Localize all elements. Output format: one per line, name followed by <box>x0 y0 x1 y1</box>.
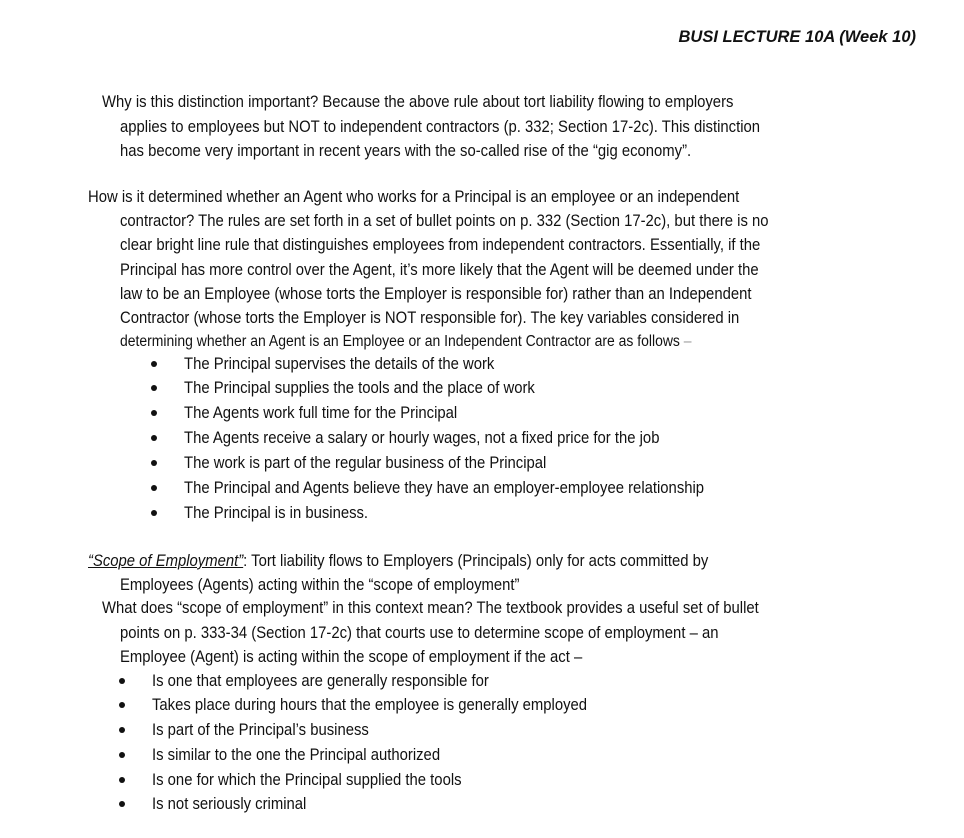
bullet-icon <box>151 410 157 416</box>
list-item: Is one for which the Principal supplied the tools <box>152 771 462 789</box>
para2-line <box>120 332 692 352</box>
list-item: The Principal supervises the details of the work <box>184 355 495 373</box>
list-item: The Principal is in business. <box>184 504 369 522</box>
list-item: The Principal supplies the tools and the place of work <box>184 379 535 397</box>
bullet-icon <box>151 460 157 466</box>
scope-heading: “Scope of Employment” <box>88 552 244 570</box>
list-item: The work is part of the regular business of the Principal <box>184 454 547 472</box>
para2-line: contractor? The rules are set forth in a set of bullet points on p. 332 (Section 17-2c), but there is no <box>120 212 769 230</box>
scope-line1-text: : Tort liability flows to Employers (Principals) only for acts committed by <box>243 552 709 570</box>
para2-line: How is it determined whether an Agent who works for a Principal is an employee or an independent <box>88 188 740 206</box>
bullet-icon <box>119 678 125 684</box>
scope-question-line: What does “scope of employment” in this context mean? The textbook provides a useful set of bullet <box>102 599 759 617</box>
para2-line: Contractor (whose torts the Employer is NOT responsible for). The key variables considered in <box>120 309 740 327</box>
bullet-icon <box>151 435 157 441</box>
para1-line: has become very important in recent years with the so-called rise of the “gig economy”. <box>120 142 692 160</box>
scope-question-line: Employee (Agent) is acting within the scope of employment if the act – <box>120 648 583 666</box>
lecture-header: BUSI LECTURE 10A (Week 10) <box>678 28 916 46</box>
bullet-icon <box>119 702 125 708</box>
para2-line: Principal has more control over the Agent, it’s more likely that the Agent will be deemed under the <box>120 261 759 279</box>
para1-line: applies to employees but NOT to independent contractors (p. 332; Section 17-2c). This distinction <box>120 118 761 136</box>
list-item: The Agents receive a salary or hourly wages, not a fixed price for the job <box>184 429 660 447</box>
bullet-icon <box>151 510 157 516</box>
list-item: Is part of the Principal’s business <box>152 721 369 739</box>
bullet-icon <box>119 752 125 758</box>
bullet-icon <box>119 777 125 783</box>
bullet-icon <box>151 385 157 391</box>
list-item: The Principal and Agents believe they have an employer-employee relationship <box>184 479 705 497</box>
para2-last-text: determining whether an Agent is an Employee or an Independent Contractor are as follows <box>120 333 680 350</box>
scope-line: Employees (Agents) acting within the “scope of employment” <box>120 576 520 594</box>
bullet-icon <box>151 485 157 491</box>
list-item: Is one that employees are generally responsible for <box>152 672 489 690</box>
bullet-icon <box>151 361 157 367</box>
scope-question-line: points on p. 333-34 (Section 17-2c) that courts use to determine scope of employment – an <box>120 624 719 642</box>
para1-line: Why is this distinction important? Because the above rule about tort liability flowing to employers <box>102 93 734 111</box>
bullet-icon <box>119 801 125 807</box>
para2-line: clear bright line rule that distinguishes employees from independent contractors. Essentially, if the <box>120 236 761 254</box>
list-item: The Agents work full time for the Principal <box>184 404 458 422</box>
list-item: Is not seriously criminal <box>152 795 307 813</box>
scope-line <box>88 551 708 571</box>
list-item: Is similar to the one the Principal authorized <box>152 746 441 764</box>
para2-line: law to be an Employee (whose torts the Employer is responsible for) rather than an Independent <box>120 285 752 303</box>
para2-dash: – <box>679 333 692 350</box>
bullet-icon <box>119 727 125 733</box>
list-item: Takes place during hours that the employee is generally employed <box>152 696 588 714</box>
